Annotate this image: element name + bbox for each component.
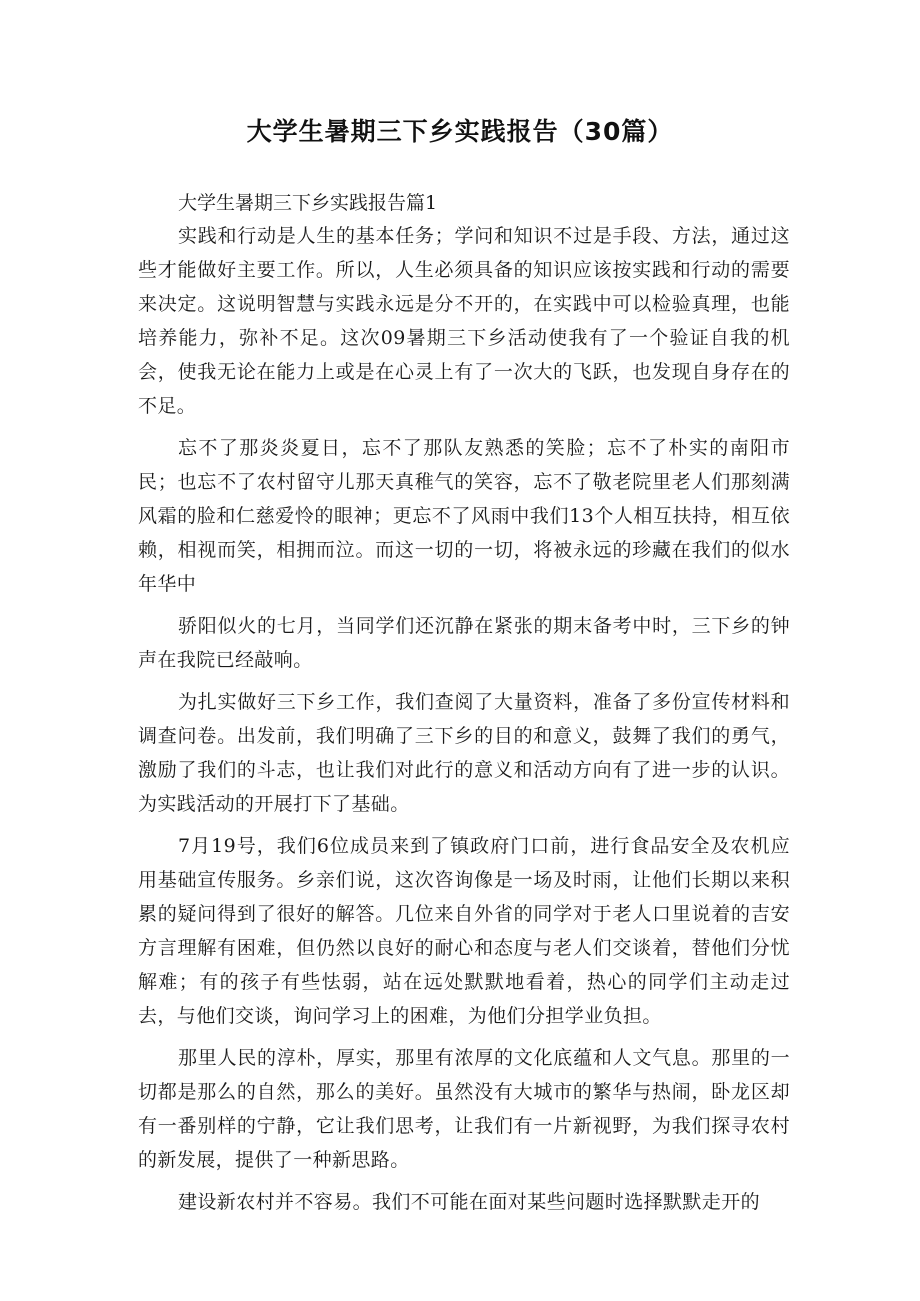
paragraph: 建设新农村并不容易。我们不可能在面对某些问题时选择默默走开的 <box>178 1191 761 1213</box>
paragraph: 那里人民的淳朴，厚实，那里有浓厚的文化底蕴和人文气息。那里的一切都是那么的自然，那么的美好。虽然没有大城市的繁华与热闹，卧龙区却有一番别样的宁静，它让我们思考，让我们有一片新视野，为我们探寻农村的新发展，提供了一种新思路。 <box>138 1047 790 1171</box>
paragraph: 7月19号，我们6位成员来到了镇政府门口前，进行食品安全及农机应用基础宣传服务。乡亲们说，这次咨询像是一场及时雨，让他们长期以来积累的疑问得到了很好的解答。几位来自外省的同学对于老人口里说着的吉安方言理解有困难，但仍然以良好的耐心和态度与老人们交谈着，替他们分忧解难；有的孩子有些怯弱，站在远处默默地看着，热心的同学们主动走过去，与他们交谈，询问学习上的困难，为他们分担学业负担。 <box>138 835 790 1027</box>
section-subheading: 大学生暑期三下乡实践报告篇1 <box>178 192 438 214</box>
paragraph: 骄阳似火的七月，当同学们还沉静在紧张的期末备考中时，三下乡的钟声在我院已经敲响。 <box>138 615 790 671</box>
document-body <box>138 187 790 1219</box>
document-title: 大学生暑期三下乡实践报告（30篇） <box>246 117 674 146</box>
paragraph: 忘不了那炎炎夏日，忘不了那队友熟悉的笑脸；忘不了朴实的南阳市民；也忘不了农村留守儿那天真稚气的笑容，忘不了敬老院里老人们那刻满风霜的脸和仁慈爱怜的眼神；更忘不了风雨中我们13个人相互扶持，相互依赖，相视而笑，相拥而泣。而这一切的一切，将被永远的珍藏在我们的似水年华中 <box>138 437 790 595</box>
paragraph: 为扎实做好三下乡工作，我们查阅了大量资料，准备了多份宣传材料和调查问卷。出发前，我们明确了三下乡的目的和意义，鼓舞了我们的勇气，激励了我们的斗志，也让我们对此行的意义和活动方向有了进一步的认识。为实践活动的开展打下了基础。 <box>138 691 790 815</box>
paragraph: 实践和行动是人生的基本任务；学问和知识不过是手段、方法，通过这些才能做好主要工作。所以，人生必须具备的知识应该按实践和行动的需要来决定。这说明智慧与实践永远是分不开的，在实践中可以检验真理，也能培养能力，弥补不足。这次09暑期三下乡活动使我有了一个验证自我的机会，使我无论在能力上或是在心灵上有了一次大的飞跃，也发现自身存在的不足。 <box>138 225 790 417</box>
